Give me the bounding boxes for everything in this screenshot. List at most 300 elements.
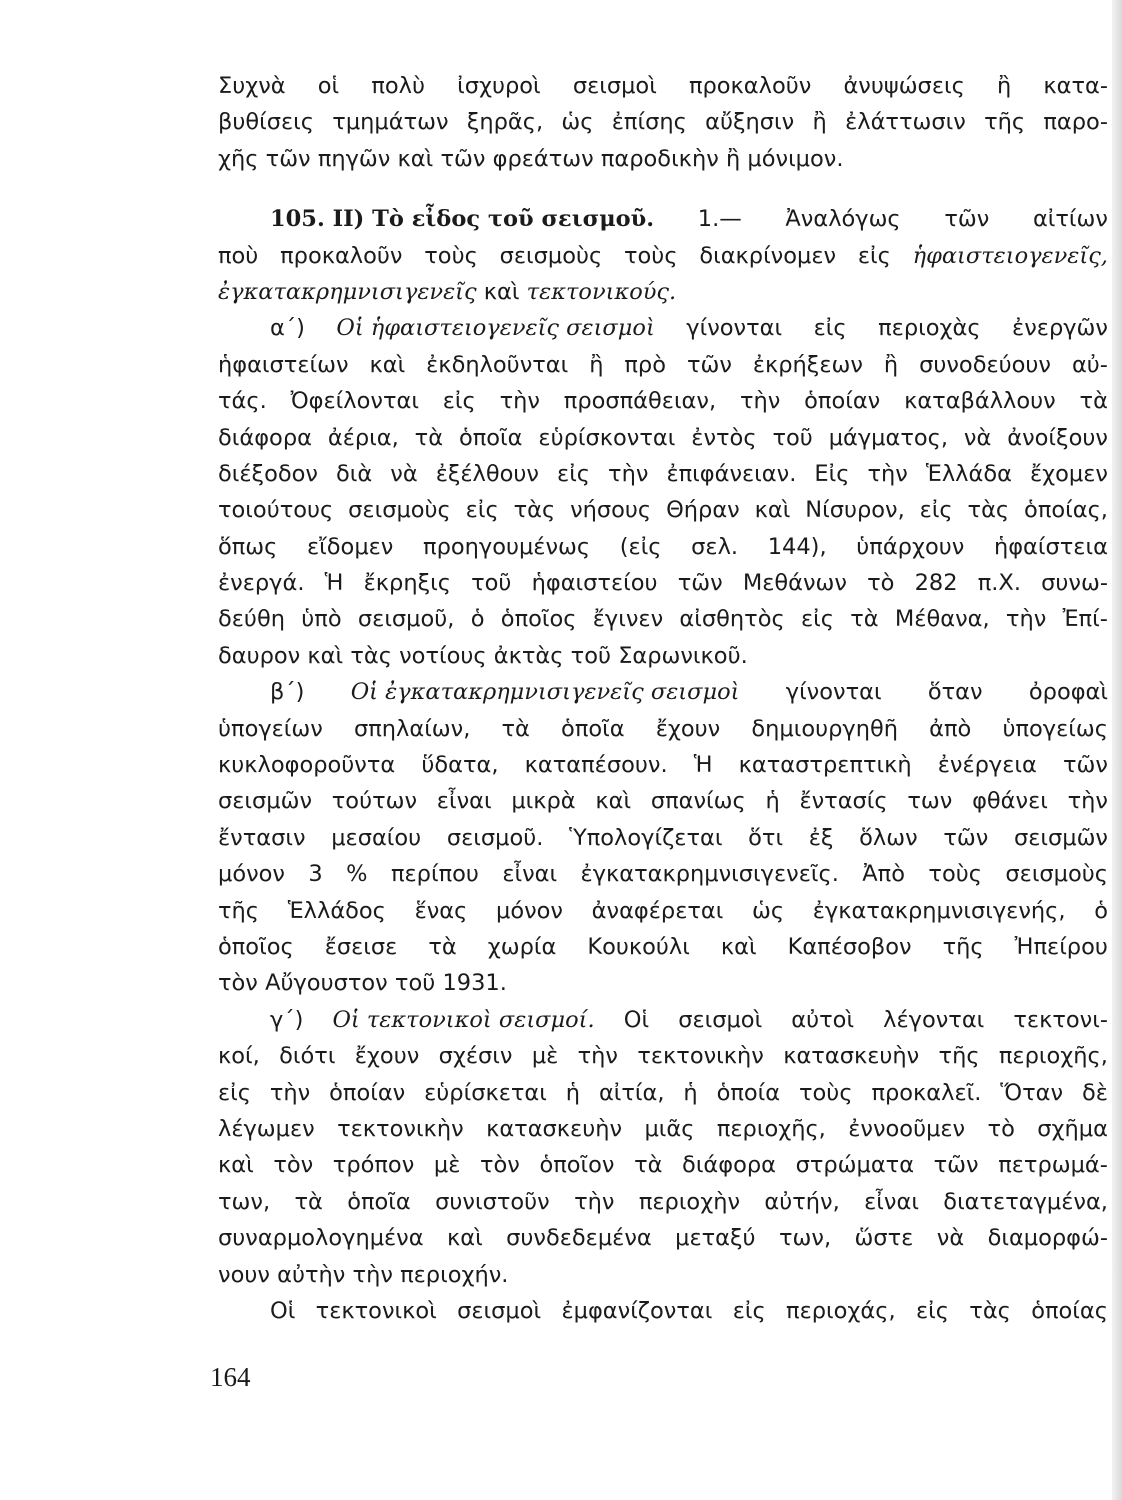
- word: ὁποίαν: [329, 1079, 406, 1106]
- word: σεισμοὶ: [572, 73, 657, 99]
- word: Ἀναλόγως: [785, 206, 901, 233]
- text-line: [218, 601, 1108, 637]
- word: νήσους: [570, 497, 652, 524]
- word: τῆς: [218, 897, 260, 924]
- word: τεκτονικὴν: [337, 1115, 464, 1142]
- text-line: [218, 456, 1108, 492]
- word: ἐννοοῦμεν: [848, 1115, 966, 1142]
- word: α΄): [270, 315, 305, 342]
- word: ὁποῖα: [458, 424, 523, 451]
- word: τοὺς: [799, 1079, 853, 1106]
- word: στρώματα: [795, 1152, 915, 1179]
- paragraph-alpha-start: [218, 310, 1108, 346]
- word: ἀέρια,: [327, 424, 399, 451]
- word: ὡς: [752, 897, 785, 924]
- word: τὰ: [414, 424, 444, 451]
- word: ἡφαίστεια: [993, 533, 1108, 560]
- word: Κουκούλι: [587, 933, 690, 960]
- word: Μεθάνων: [742, 570, 847, 597]
- word: ἡ: [683, 1079, 698, 1106]
- word: ὅλων: [859, 824, 918, 851]
- word: μόνον: [218, 861, 285, 888]
- word: ἀκτὰς: [493, 642, 564, 669]
- word: Αὔγουστον: [265, 970, 388, 997]
- word: ἢ: [883, 351, 899, 378]
- word: τῶν: [686, 351, 732, 378]
- word: εἰς: [800, 606, 834, 633]
- word: ὁποῖον: [539, 1152, 615, 1179]
- word: των,: [779, 1225, 832, 1252]
- word: συνιστοῦν: [435, 1188, 550, 1215]
- word: Συχνὰ: [218, 73, 286, 99]
- word: περιοχῆς,: [998, 1043, 1108, 1070]
- word: τὴν: [574, 1188, 615, 1215]
- word: εἶναι: [502, 861, 558, 888]
- word: τὰ: [634, 1152, 663, 1179]
- text-line: [218, 492, 1108, 528]
- word: ὁποίας: [1031, 1297, 1108, 1324]
- word: εἶναι: [436, 788, 492, 815]
- word: ἔχουν: [354, 1043, 420, 1070]
- word: των: [907, 788, 953, 815]
- word: πρὸ: [624, 351, 666, 378]
- word: σεισμῶν: [1013, 824, 1108, 851]
- word: ἐκδηλοῦνται: [426, 351, 569, 378]
- word: μὲ: [433, 1152, 461, 1179]
- word: προκαλοῦν: [280, 242, 403, 269]
- word: καὶ: [369, 351, 406, 378]
- word: αὐτοὶ: [791, 1006, 855, 1033]
- word: περιοχὴν: [638, 1188, 741, 1215]
- text-line: [218, 1293, 1108, 1329]
- word: καὶ: [720, 933, 757, 960]
- word: τοὺς: [928, 861, 982, 888]
- word: νουν: [218, 1261, 270, 1288]
- word: μόνον: [496, 897, 563, 924]
- word: Ἑλλάδος: [287, 897, 386, 924]
- word: σεισμοὺς: [348, 497, 451, 524]
- word: σεισμῶν: [218, 788, 313, 815]
- word: συναρμολογημένα: [218, 1225, 424, 1252]
- word: φρεάτων: [492, 145, 594, 172]
- word: τὸν: [479, 1152, 520, 1179]
- word: κυκλοφοροῦντα: [218, 752, 396, 779]
- word: τὴν: [1067, 788, 1108, 815]
- text-line: [218, 711, 1108, 747]
- text-line: [218, 238, 1108, 274]
- word: συνδεδεμένα: [506, 1225, 652, 1252]
- word: σεισμοὺς: [499, 242, 603, 269]
- word: ἔκρηξις: [363, 570, 451, 597]
- word: (εἰς: [619, 533, 662, 560]
- word: ὁ: [1094, 897, 1108, 924]
- word: διάφορα: [218, 424, 312, 451]
- word: Ἑλλάδα: [925, 460, 1012, 487]
- body-text: [218, 68, 1108, 1329]
- word: σχέσιν: [438, 1043, 513, 1070]
- word: σπηλαίων,: [353, 715, 471, 742]
- word: εἰς: [919, 497, 953, 524]
- word: ὥστε: [854, 1225, 914, 1252]
- word: προηγουμένως: [423, 533, 591, 560]
- word: ἡ: [565, 1079, 581, 1106]
- text-line: [218, 638, 1108, 674]
- word: ὀροφαὶ: [1028, 679, 1108, 706]
- word: εἰς: [915, 1297, 949, 1324]
- section-heading-line: [218, 201, 1108, 237]
- text-line: [218, 565, 1108, 601]
- word: ὡς: [561, 109, 594, 136]
- word: γ΄): [270, 1006, 304, 1033]
- word: διότι: [279, 1043, 336, 1070]
- word: τοιούτους: [218, 497, 334, 524]
- word: ὑπογείως: [1002, 715, 1108, 742]
- word: ἐπιφάνειαν.: [666, 460, 797, 487]
- word: ἔσεισε: [324, 933, 398, 960]
- word: Ὅταν: [1000, 1079, 1064, 1106]
- word: σπανίως: [650, 788, 746, 815]
- word: δαυρον: [218, 642, 301, 669]
- page-number: 164: [210, 1362, 251, 1392]
- word: ὑπογείων: [218, 715, 323, 742]
- term-tectonic: τεκτονικούς.: [526, 278, 677, 305]
- word: ἀναφέρεται: [591, 897, 724, 924]
- word: μὲ: [531, 1043, 559, 1070]
- word: χῆς: [218, 145, 259, 172]
- word: Θήραν: [666, 497, 740, 524]
- text-line: [218, 104, 1108, 140]
- word: εἰς: [465, 497, 499, 524]
- word: 1.—: [697, 206, 742, 233]
- word: παροδικὴν: [600, 145, 719, 172]
- word: ἢ: [589, 351, 604, 378]
- word: κοί,: [218, 1043, 260, 1070]
- text-line: [218, 347, 1108, 383]
- word: εἰς: [857, 242, 891, 269]
- word: τῶν: [933, 1152, 979, 1179]
- word: τοῦ: [394, 970, 436, 997]
- word: αὐτήν,: [764, 1188, 840, 1215]
- word: αὐ-: [1071, 351, 1108, 378]
- word: αἰσθητὸς: [679, 606, 785, 633]
- word: 282: [914, 570, 958, 597]
- word: τῆς: [938, 1043, 980, 1070]
- word: ἐμφανίζονται: [561, 1297, 713, 1324]
- word: δεύθη: [218, 606, 285, 633]
- text-line: [218, 1257, 1108, 1293]
- text-line: [218, 820, 1108, 856]
- word: εἶναι: [864, 1188, 919, 1215]
- text-line: [218, 783, 1108, 819]
- word: κατα-: [1043, 73, 1108, 99]
- word: διακρίνομεν: [699, 242, 837, 269]
- text-line: [218, 1038, 1108, 1074]
- word: κατασκευὴν: [486, 1115, 623, 1142]
- word: οἱ: [317, 73, 340, 99]
- term-volcanic: ἡφαιστειογενεῖς,: [912, 242, 1108, 269]
- word: τὰ: [428, 933, 457, 960]
- word: Ὀφείλονται: [290, 388, 419, 415]
- word: Ἡ: [693, 752, 713, 779]
- word: τὴν: [739, 388, 781, 415]
- word: %: [346, 861, 368, 888]
- word: ὅπως: [218, 533, 278, 560]
- word: ὁποῖα: [561, 715, 625, 742]
- word: εἰς: [813, 315, 847, 342]
- word: προσπάθειαν,: [563, 388, 717, 415]
- text-line: [218, 274, 1108, 310]
- word: ποὺ: [218, 242, 259, 269]
- text-line: [218, 383, 1108, 419]
- word: εἰς: [442, 388, 476, 415]
- text-line: [218, 1075, 1108, 1111]
- word: ἕνας: [414, 897, 468, 924]
- word: πολὺ: [371, 73, 425, 99]
- word: τῆς: [984, 109, 1026, 136]
- word: γίνονται: [785, 679, 882, 706]
- word: τὸ: [987, 1115, 1015, 1142]
- word: τὴν: [867, 460, 908, 487]
- word: Ἐπί-: [1062, 606, 1108, 633]
- word: σεισμοὺς: [1005, 861, 1108, 888]
- word: 1931.: [442, 970, 507, 997]
- word: μάγματος,: [828, 424, 948, 451]
- word: εἰς: [557, 460, 591, 487]
- word: ὑπάρχουν: [856, 533, 965, 560]
- word: εἰς: [732, 1297, 766, 1324]
- text-line: [218, 929, 1108, 965]
- text-line: [218, 747, 1108, 783]
- word: εἴδομεν: [307, 533, 394, 560]
- word: περιοχάς,: [786, 1297, 896, 1324]
- word: Οἱ: [623, 1006, 650, 1033]
- word: ὁποῖος: [500, 606, 577, 633]
- word: τοὺς: [424, 242, 478, 269]
- word: Ἡ: [324, 570, 344, 597]
- word: τὰς: [513, 497, 556, 524]
- word: συνοδεύουν: [919, 351, 1051, 378]
- word: ὅταν: [927, 679, 983, 706]
- word: τὰ: [501, 715, 530, 742]
- word: σεισμοὶ: [457, 1297, 542, 1324]
- text-line: [218, 1184, 1108, 1220]
- word: τρόπον: [332, 1152, 415, 1179]
- word: ἐνέργεια: [937, 752, 1037, 779]
- word: ἡ: [765, 788, 780, 815]
- word: ἐνεργά.: [218, 570, 305, 597]
- word: διάφορα: [682, 1152, 776, 1179]
- word: αὔξησιν: [705, 109, 795, 136]
- word: λέγονται: [883, 1006, 985, 1033]
- word: Ἠπείρου: [1014, 933, 1108, 960]
- word: σελ.: [691, 533, 739, 560]
- word: νὰ: [936, 1225, 965, 1252]
- word: Εἰς: [814, 460, 850, 487]
- word: τμημάτων: [332, 109, 449, 136]
- word: ὅτι: [748, 824, 784, 851]
- word: κατασκευὴν: [783, 1043, 920, 1070]
- word: σεισμοῦ,: [357, 606, 455, 633]
- word: τῆς: [942, 933, 984, 960]
- word: Μέθανα,: [894, 606, 990, 633]
- word: τὴν: [608, 460, 649, 487]
- word: ἐντὸς: [691, 424, 757, 451]
- word: φθάνει: [972, 788, 1048, 815]
- word: μιᾶς: [644, 1115, 695, 1142]
- word: καὶ: [595, 788, 632, 815]
- word: ὕδατα,: [421, 752, 499, 779]
- word: τάς.: [218, 388, 267, 415]
- term-collapse: ἐγκατακρημνισιγενεῖς: [218, 278, 477, 305]
- word: τοῦ: [772, 424, 813, 451]
- word: σεισμοῦ.: [446, 824, 544, 851]
- word: μεσαίου: [331, 824, 422, 851]
- word: ξηρᾶς,: [466, 109, 544, 136]
- word: τῶν: [943, 824, 989, 851]
- word: περιοχήν.: [400, 1261, 509, 1288]
- word: αὐτὴν: [277, 1261, 346, 1288]
- text-line: [218, 965, 1108, 1001]
- word: ἀνοίξουν: [1007, 424, 1108, 451]
- word: τὰς: [350, 642, 392, 669]
- word: τὰς: [969, 1297, 1011, 1324]
- word: καὶ: [754, 497, 791, 524]
- text-line: [218, 1147, 1108, 1183]
- word: βυθίσεις: [218, 109, 314, 136]
- word: τῶν: [440, 145, 486, 172]
- word: τὴν: [577, 1043, 618, 1070]
- word: μεταξύ: [675, 1225, 756, 1252]
- word: τῶν: [677, 570, 723, 597]
- word: σεισμοὶ: [678, 1006, 763, 1033]
- section-heading: 105. ΙΙ) Τὸ εἶδος τοῦ σεισμοῦ.: [270, 206, 655, 233]
- word: τῶν: [1062, 752, 1108, 779]
- word: των,: [218, 1188, 271, 1215]
- term-collapse-quakes: Οἱ ἐγκατακρημνισιγενεῖς σεισμοὶ: [350, 679, 740, 706]
- word: καταπέσουν.: [524, 752, 668, 779]
- word: γίνονται: [686, 315, 783, 342]
- word: ἢ: [725, 145, 741, 172]
- word: πετρωμά-: [998, 1152, 1108, 1179]
- word: ἐκρήξεων: [752, 351, 863, 378]
- word: παρο-: [1043, 109, 1108, 136]
- word: αἰτίων: [1032, 206, 1108, 233]
- word: μικρὰ: [511, 788, 576, 815]
- word: ἔχομεν: [1029, 460, 1108, 487]
- word: καὶ: [218, 1152, 254, 1179]
- word: τὸ: [867, 570, 895, 597]
- text-line: [218, 893, 1108, 929]
- word: ὁποία: [716, 1079, 781, 1106]
- word: ὁποῖος: [218, 933, 294, 960]
- word: προκαλοῦν: [688, 73, 812, 99]
- word: Ἀπὸ: [862, 861, 905, 888]
- word: καὶ: [483, 278, 520, 305]
- word: συνω-: [1041, 570, 1108, 597]
- word: τεκτονι-: [1013, 1006, 1108, 1033]
- word: Ὑπολογίζεται: [569, 824, 723, 851]
- text-line: [218, 856, 1108, 892]
- word: αἰτία,: [598, 1079, 665, 1106]
- word: περιοχῆς,: [716, 1115, 826, 1142]
- word: καὶ: [307, 642, 344, 669]
- word: προκαλεῖ.: [871, 1079, 982, 1106]
- word: διατεταγμένα,: [943, 1188, 1108, 1215]
- word: ὑπὸ: [301, 606, 342, 633]
- page-edge-shadow: [1112, 0, 1122, 1500]
- word: τούτων: [331, 788, 418, 815]
- word: τὰ: [294, 1188, 323, 1215]
- word: ἐξέλθουν: [435, 460, 539, 487]
- text-line: [218, 1220, 1108, 1256]
- word: ἔντασίς: [799, 788, 888, 815]
- word: πηγῶν: [317, 145, 391, 172]
- word: ὁ: [470, 606, 485, 633]
- word: καὶ: [397, 145, 434, 172]
- word: τὸν: [218, 970, 258, 997]
- word: ἀνυψώσεις: [843, 73, 965, 99]
- word: εἰς: [218, 1079, 251, 1106]
- text-line: [218, 420, 1108, 456]
- word: ἐνεργῶν: [1012, 315, 1108, 342]
- word: λέγωμεν: [218, 1115, 315, 1142]
- word: τὰς: [967, 497, 1010, 524]
- word: εὑρίσκονται: [538, 424, 676, 451]
- word: ἢ: [996, 73, 1012, 99]
- paragraph-gamma-start: [218, 1002, 1108, 1038]
- word: δὲ: [1081, 1079, 1108, 1106]
- word: Νίσυρον,: [805, 497, 905, 524]
- word: ἡφαιστείων: [218, 351, 349, 378]
- word: διέξοδον: [218, 460, 318, 487]
- word: ἢ: [812, 109, 827, 136]
- word: δημιουργηθῆ: [751, 715, 898, 742]
- word: Σαρωνικοῦ.: [618, 642, 748, 669]
- word: καταβάλλουν: [904, 388, 1056, 415]
- word: ἰσχυροὶ: [457, 73, 541, 99]
- text-line: [218, 529, 1108, 565]
- word: περιοχὰς: [878, 315, 981, 342]
- term-tectonic-quakes: Οἱ τεκτονικοὶ σεισμοί.: [332, 1006, 595, 1033]
- word: νὰ: [963, 424, 992, 451]
- text-line: [218, 68, 1108, 104]
- word: ἀπὸ: [929, 715, 972, 742]
- word: χωρία: [487, 933, 557, 960]
- word: τεκτονικὴν: [637, 1043, 764, 1070]
- text-line: [218, 1111, 1108, 1147]
- word: τὰ: [850, 606, 879, 633]
- word: Καπέσοβον: [787, 933, 912, 960]
- word: ὁποίαν: [804, 388, 881, 415]
- word: ἐγκατακρημνισιγενεῖς.: [580, 861, 839, 888]
- text-line: [218, 141, 1108, 177]
- word: περίπου: [390, 861, 479, 888]
- word: ὁποῖα: [347, 1188, 411, 1215]
- word: τὴν: [269, 1079, 311, 1106]
- word: ἔγινεν: [592, 606, 664, 633]
- word: τοῦ: [570, 642, 611, 669]
- word: π.Χ.: [977, 570, 1021, 597]
- word: ἐξ: [808, 824, 834, 851]
- word: νοτίους: [399, 642, 487, 669]
- word: ἔντασιν: [218, 824, 306, 851]
- word: ἐγκατακρημνισιγενής,: [812, 897, 1066, 924]
- word: διαμορφώ-: [987, 1225, 1108, 1252]
- word: καὶ: [447, 1225, 483, 1252]
- word: 144),: [767, 533, 827, 560]
- word: τοῦ: [471, 570, 512, 597]
- word: καταστρεπτικὴ: [738, 752, 912, 779]
